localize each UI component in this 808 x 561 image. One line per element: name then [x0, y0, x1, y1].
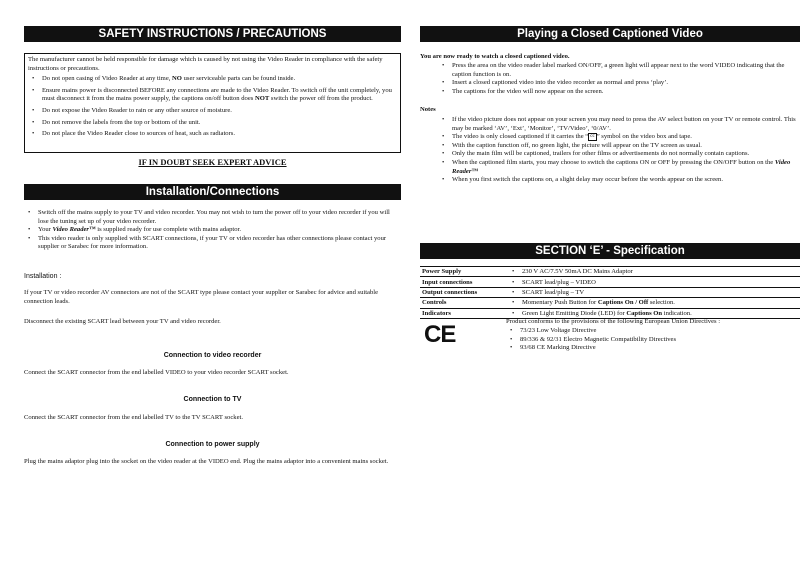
- notes-list: [438, 116, 798, 185]
- installation-item: • This video reader is only supplied with SCART connections, if your TV or video recorder has other connections please contact your supplier or Sarabec for more information.: [24, 235, 396, 252]
- ready-text: You are now ready to watch a closed captioned video.: [420, 53, 570, 60]
- installation-list: [24, 209, 396, 252]
- note-item: • Only the main film will be captioned, trailers for other films or advertisements do not normally contain captions.: [438, 150, 798, 159]
- playing-heading: Playing a Closed Captioned Video: [420, 26, 800, 42]
- directive-item: • 73/23 Low Voltage Directive: [506, 327, 800, 336]
- spec-row-indicators: Indicators • Green Light Emitting Diode (LED) for Captions On indication.: [420, 308, 800, 318]
- directive-item: • 89/336 & 92/31 Electro Magnetic Compatibility Directives: [506, 336, 800, 345]
- subheading-video-recorder: Connection to video recorder: [163, 352, 262, 359]
- installation-label: Installation :: [24, 273, 62, 280]
- safety-item: • Do not place the Video Reader close to sources of heat, such as radiators.: [28, 130, 396, 139]
- note-item: • When you first switch the captions on, a slight delay may occur before the words appear on the screen.: [438, 176, 798, 185]
- installation-para: If your TV or video recorder AV connectors are not of the SCART type please contact your supplier or Sarabec for advice and suitable connection leads.: [24, 289, 379, 305]
- installation-heading: Installation/Connections: [24, 184, 401, 200]
- installation-item: • Switch off the mains supply to your TV and video recorder. You may not wish to turn the power off to your video recorder if you will lose the tuning set up of your video recorder.: [24, 209, 396, 226]
- directive-item: • 93/68 CE Marking Directive: [506, 344, 800, 353]
- spec-table: [420, 266, 800, 319]
- installation-item: • Your Video Reader™ is supplied ready for use complete with mains adaptor.: [24, 226, 396, 235]
- spec-heading: SECTION ‘E’ - Specification: [420, 243, 800, 259]
- installation-para: Disconnect the existing SCART lead between your TV and video recorder.: [24, 318, 221, 325]
- conformity-text: Product conforms to the provisions of the following European Union Directives :: [506, 318, 721, 325]
- spec-row: Output connections • SCART lead/plug – TV: [420, 287, 800, 297]
- instruction-text: Plug the mains adaptor plug into the socket on the video reader at the VIDEO end. Plug the mains adaptor into a convenient mains socket.: [24, 458, 389, 465]
- spec-row: Input connections • SCART lead/plug – VIDEO: [420, 277, 800, 287]
- safety-item: • Do not remove the labels from the top or bottom of the unit.: [28, 119, 396, 128]
- playing-step: • Press the area on the video reader label marked ON/OFF, a green light will appear next to the word VIDEO indicating that the caption function is on.: [438, 62, 798, 79]
- subheading-tv: Connection to TV: [183, 396, 242, 403]
- note-item: • When the captioned film starts, you may choose to switch the captions ON or OFF by pressing the ON/OFF button on the Video Reader™: [438, 159, 798, 176]
- safety-heading: SAFETY INSTRUCTIONS / PRECAUTIONS: [24, 26, 401, 42]
- playing-step: • Insert a closed captioned video into the video recorder as normal and press ‘play’.: [438, 79, 798, 88]
- notes-label: Notes: [420, 106, 436, 113]
- safety-intro: The manufacturer cannot be held responsible for damage which is caused by not using the Video Reader in compliance with the safety instructions or precautions.: [28, 56, 383, 72]
- playing-steps: [438, 62, 798, 96]
- safety-box: [24, 53, 401, 153]
- expert-advice: IF IN DOUBT SEEK EXPERT ADVICE: [138, 157, 287, 167]
- instruction-text: Connect the SCART connector from the end labelled TV to the TV SCART socket.: [24, 414, 243, 421]
- ce-mark-logo: CE: [424, 321, 456, 348]
- directive-list: [506, 327, 800, 353]
- safety-item: • Do not expose the Video Reader to rain or any other source of moisture.: [28, 107, 396, 116]
- safety-item: • Do not open casing of Video Reader at any time, NO user serviceable parts can be found inside.: [28, 75, 396, 84]
- note-item: • If the video picture does not appear on your screen you may need to press the AV select button on your TV or remote control. This may be marked ‘AV’, ‘Ext’, ‘Monitor’, ‘TV/Video’, ‘0/AV’.: [438, 116, 798, 133]
- note-item: • With the caption function off, no green light, the picture will appear on the TV screen as usual.: [438, 142, 798, 151]
- safety-item: • Ensure mains power is disconnected BEFORE any connections are made to the Video Reader. To switch off the unit completely, you must disconnect it from the mains power supply, the captions on/off button does NOT switch the power off from the product.: [28, 87, 396, 104]
- spec-row: Power Supply • 230 V AC/7.5V 50mA DC Mains Adaptor: [420, 267, 800, 277]
- subheading-power-supply: Connection to power supply: [165, 441, 260, 448]
- playing-step: • The captions for the video will now appear on the screen.: [438, 88, 798, 97]
- spec-row-controls: Controls • Momentary Push Button for Captions On / Off selection.: [420, 298, 800, 308]
- note-item: • The video is only closed captioned if it carries the “ cc ” symbol on the video box and tape.: [438, 133, 798, 142]
- instruction-text: Connect the SCART connector from the end labelled VIDEO to your video recorder SCART socket.: [24, 369, 289, 376]
- closed-caption-icon: cc: [590, 134, 595, 140]
